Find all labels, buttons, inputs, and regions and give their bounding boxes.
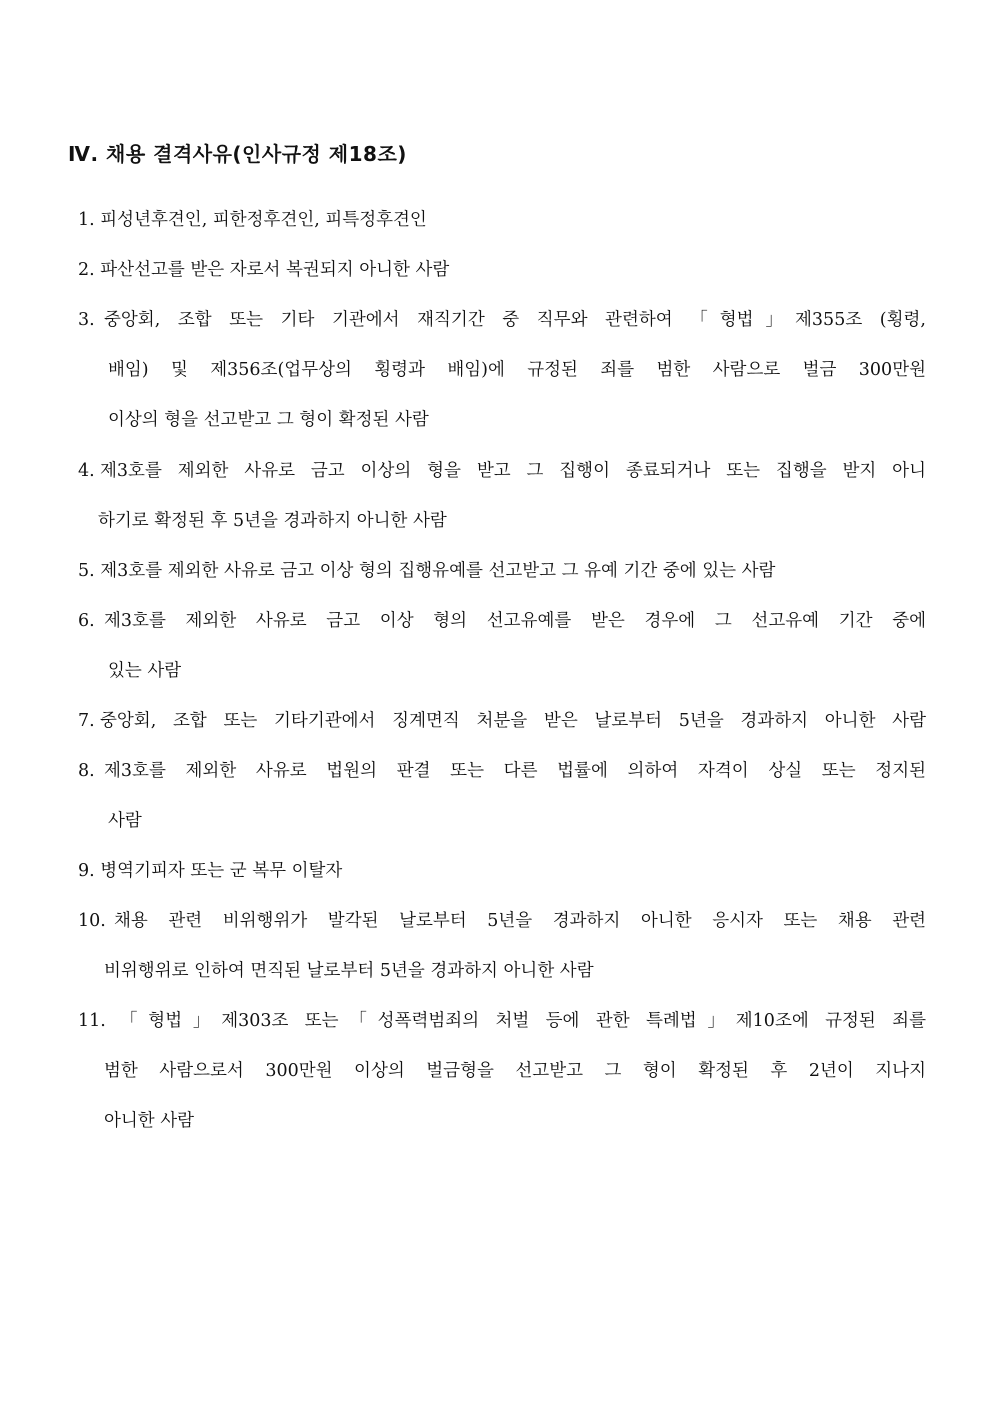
item-number: 5.: [78, 561, 95, 581]
list-item-3-line-3: 이상의 형을 선고받고 그 형이 확정된 사람: [108, 410, 429, 430]
list-item-9: [78, 859, 342, 883]
list-item-6-number: [78, 609, 95, 633]
list-item-6-line-2: 있는 사람: [108, 661, 182, 681]
list-item-7-number: [78, 709, 95, 733]
list-item-7-line-1: 중앙회, 조합 또는 기타기관에서 징계면직 처분을 받은 날로부터 5년을 경과하지 아니한 사람: [100, 711, 926, 731]
list-item-3-number: [78, 308, 95, 332]
list-item-11-line-3: 아니한 사람: [104, 1111, 195, 1131]
list-item-10-line-2: 비위행위로 인하여 면직된 날로부터 5년을 경과하지 아니한 사람: [104, 961, 594, 981]
item-number: 10.: [78, 911, 106, 931]
item-number: 8.: [78, 761, 95, 781]
list-item-3-line-1: 중앙회, 조합 또는 기타 기관에서 재직기간 중 직무와 관련하여 「형법」제355조 (횡령,: [104, 310, 926, 330]
list-item-5: [78, 559, 775, 583]
item-text: 병역기피자 또는 군 복무 이탈자: [100, 861, 343, 881]
item-number: 11.: [78, 1011, 106, 1031]
list-item-11-line-2: 범한 사람으로서 300만원 이상의 벌금형을 선고받고 그 형이 확정된 후 2년이 지나지: [104, 1061, 926, 1081]
list-item-11-line-1: 「형법」제303조 또는「성폭력범죄의 처벌 등에 관한 특례법」제10조에 규정된 죄를: [120, 1011, 926, 1031]
list-item-2: [78, 258, 449, 282]
section-title: Ⅳ. 채용 결격사유(인사규정 제18조): [68, 142, 407, 166]
list-item-1: [78, 208, 427, 232]
item-number: 1.: [78, 210, 95, 230]
list-item-4-line-2: 하기로 확정된 후 5년을 경과하지 아니한 사람: [98, 511, 447, 531]
list-item-8-line-1: 제3호를 제외한 사유로 법원의 판결 또는 다른 법률에 의하여 자격이 상실 또는 정지된: [104, 761, 926, 781]
list-item-3-line-2: 배임) 및 제356조(업무상의 횡령과 배임)에 규정된 죄를 범한 사람으로 벌금 300만원: [108, 360, 926, 380]
list-item-11-number: [78, 1009, 106, 1033]
item-number: 6.: [78, 611, 95, 631]
item-number: 3.: [78, 310, 95, 330]
list-item-6-line-1: 제3호를 제외한 사유로 금고 이상 형의 선고유예를 받은 경우에 그 선고유예 기간 중에: [104, 611, 926, 631]
item-text: 피성년후견인, 피한정후견인, 피특정후견인: [100, 210, 427, 230]
list-item-4-line-1: 제3호를 제외한 사유로 금고 이상의 형을 받고 그 집행이 종료되거나 또는 집행을 받지 아니: [100, 461, 926, 481]
item-text: 제3호를 제외한 사유로 금고 이상 형의 집행유예를 선고받고 그 유예 기간 중에 있는 사람: [100, 561, 776, 581]
list-item-10-line-1: 채용 관련 비위행위가 발각된 날로부터 5년을 경과하지 아니한 응시자 또는 채용 관련: [114, 911, 926, 931]
item-number: 7.: [78, 711, 95, 731]
list-item-4-number: [78, 459, 95, 483]
item-number: 4.: [78, 461, 95, 481]
list-item-10-number: [78, 909, 106, 933]
list-item-8-number: [78, 759, 95, 783]
item-number: 2.: [78, 260, 95, 280]
list-item-8-line-2: 사람: [108, 811, 142, 831]
item-number: 9.: [78, 861, 95, 881]
item-text: 파산선고를 받은 자로서 복권되지 아니한 사람: [100, 260, 450, 280]
